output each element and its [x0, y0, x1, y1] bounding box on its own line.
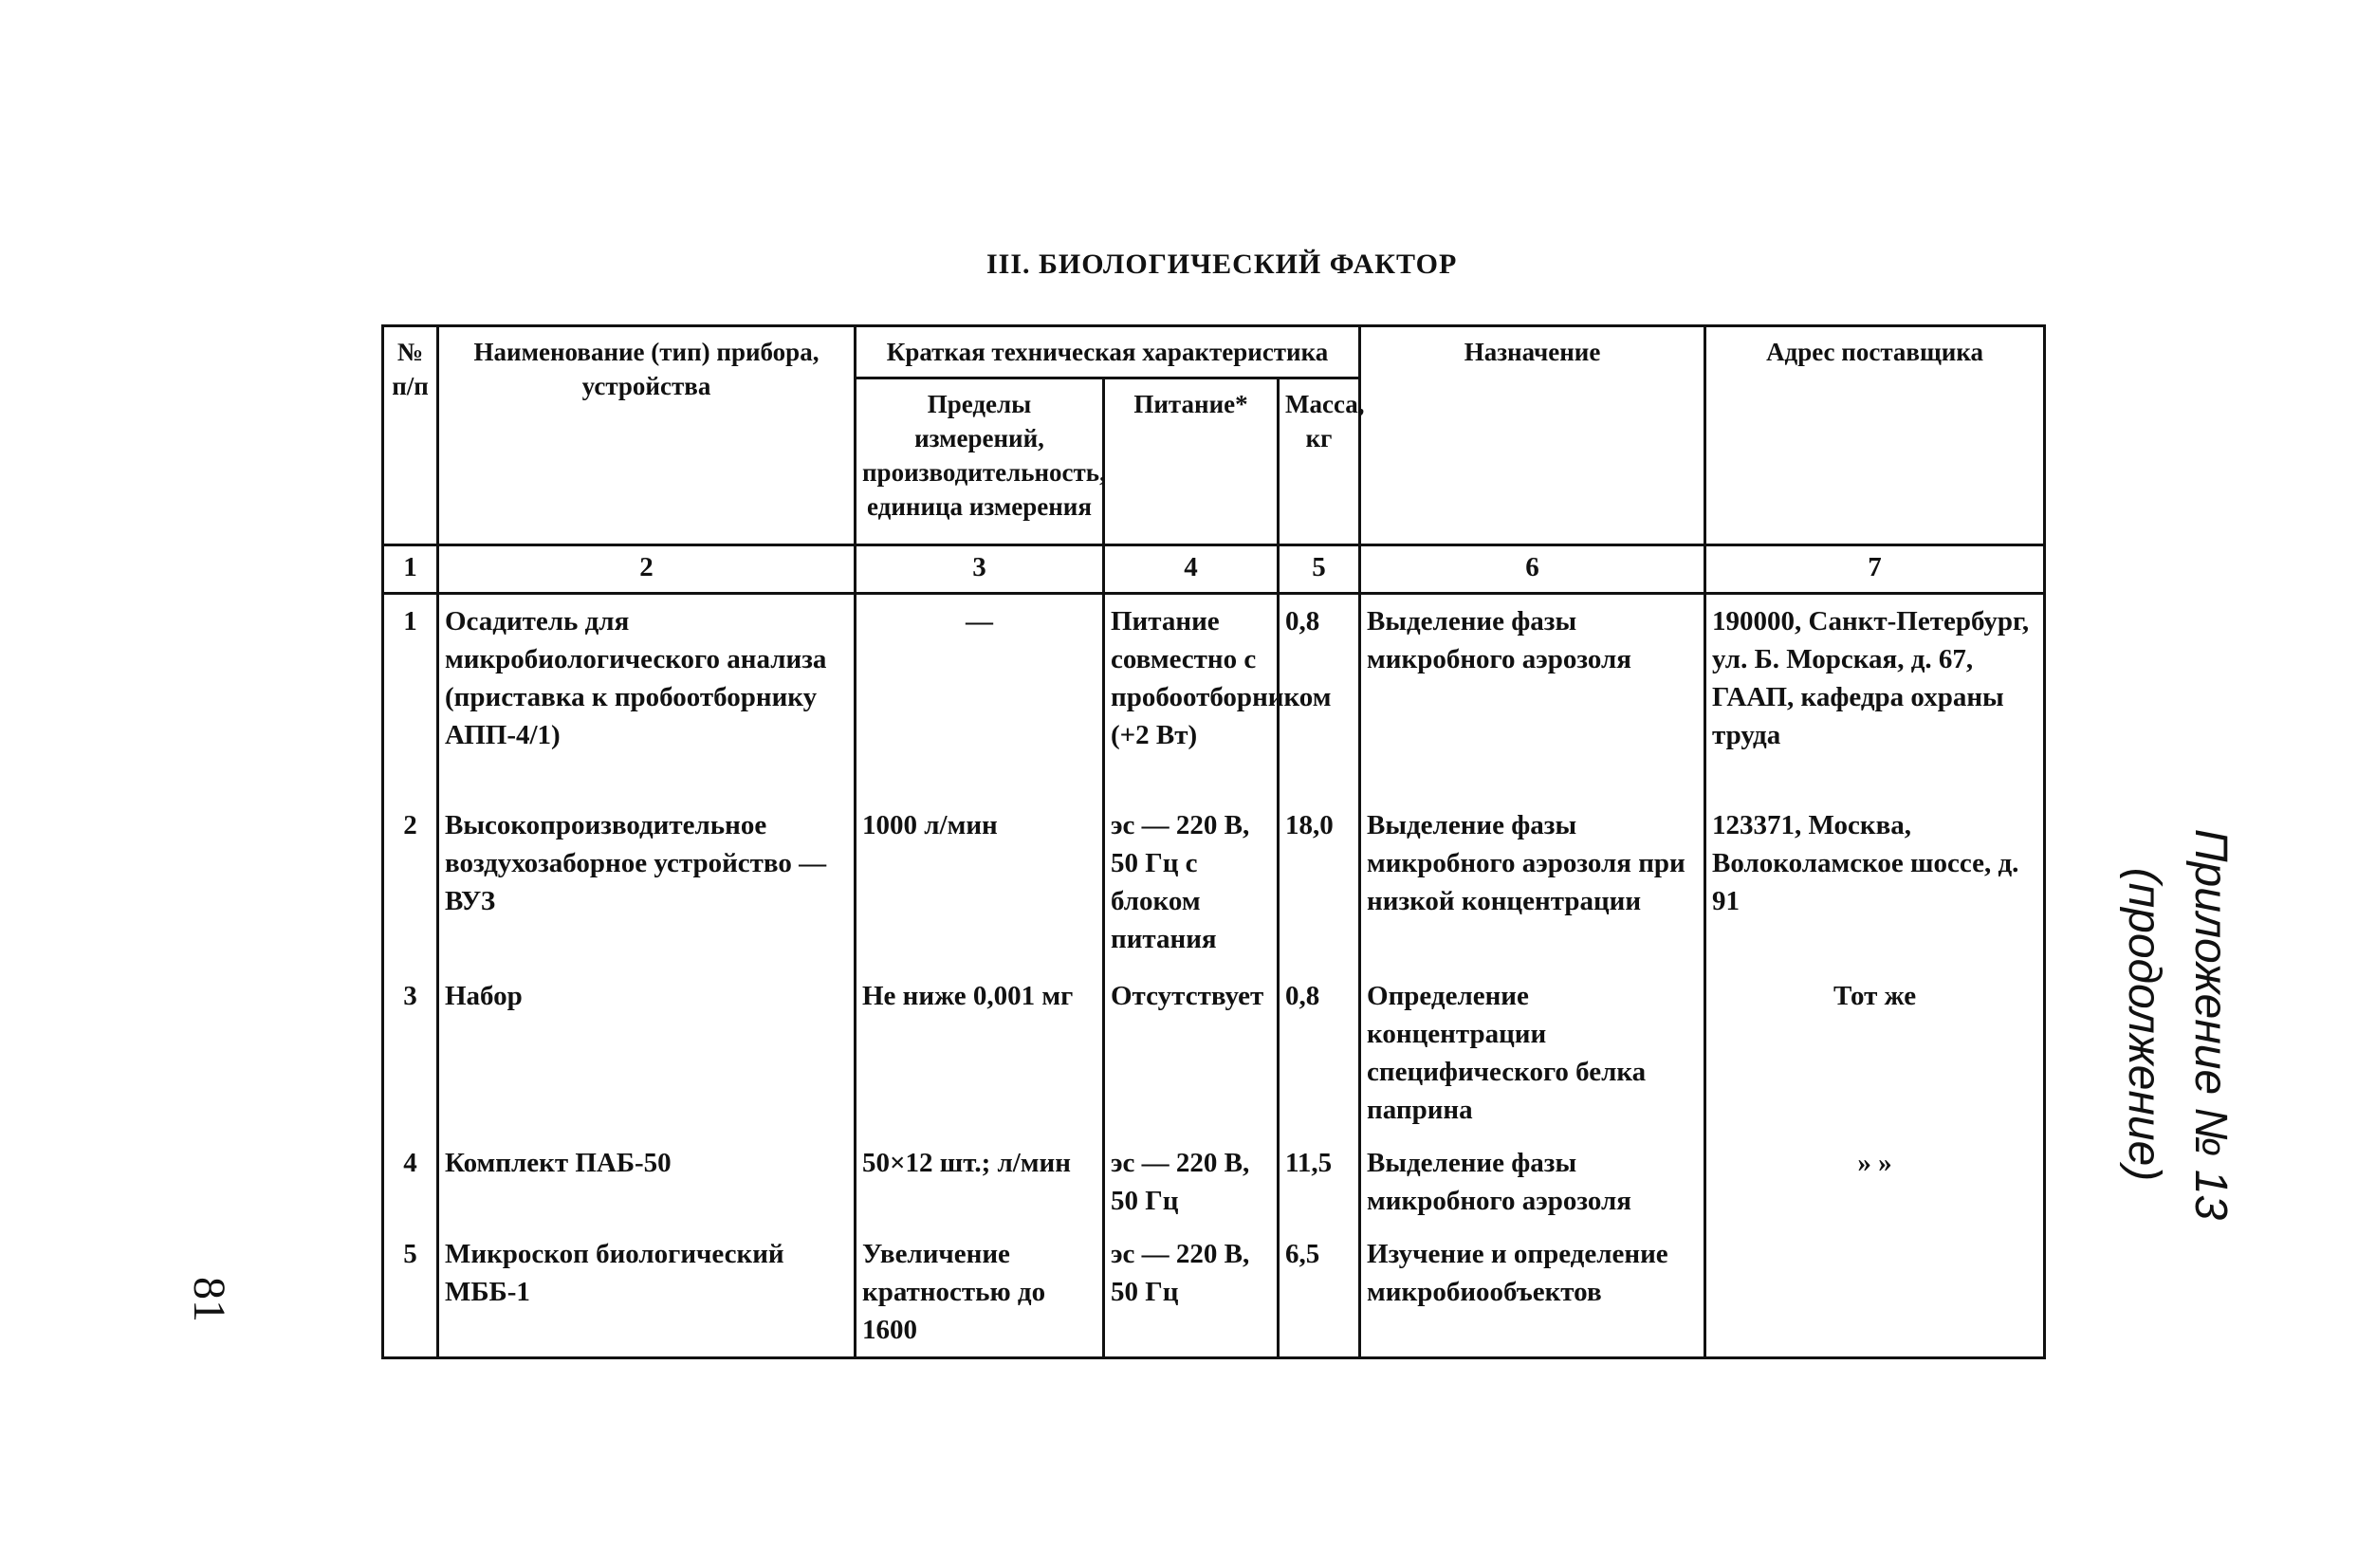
row-address: Тот же — [1705, 969, 2045, 1136]
section-title: III. БИОЛОГИЧЕСКИЙ ФАКТОР — [986, 249, 1458, 280]
row-name: Набор — [438, 969, 856, 1136]
row-limits: Не ниже 0,001 мг — [856, 969, 1104, 1136]
col-number: 2 — [438, 545, 856, 594]
row-purpose: Выделение фазы микробного аэрозоля — [1360, 594, 1705, 799]
row-power: Отсутствует — [1104, 969, 1279, 1136]
row-address: 123371, Москва, Волоколамское шоссе, д. 91 — [1705, 799, 2045, 969]
row-num: 2 — [383, 799, 438, 969]
row-mass: 11,5 — [1279, 1136, 1360, 1227]
page-number: 81 — [184, 1277, 234, 1322]
header-purpose: Назначение — [1360, 326, 1705, 545]
row-name: Комплект ПАБ-50 — [438, 1136, 856, 1227]
row-power: эс — 220 В, 50 Гц — [1104, 1136, 1279, 1227]
table-row — [383, 1227, 2045, 1358]
table-row — [383, 594, 2045, 799]
row-address: 190000, Санкт-Петербург, ул. Б. Морская, д. 67, ГААП, кафедра охраны труда — [1705, 594, 2045, 799]
row-mass: 18,0 — [1279, 799, 1360, 969]
row-mass: 0,8 — [1279, 969, 1360, 1136]
row-limits: 50×12 шт.; л/мин — [856, 1136, 1104, 1227]
col-number: 1 — [383, 545, 438, 594]
row-mass: 0,8 — [1279, 594, 1360, 799]
equipment-table — [381, 324, 2046, 1359]
header-num: № п/п — [383, 326, 438, 545]
row-purpose: Выделение фазы микробного аэрозоля — [1360, 1136, 1705, 1227]
row-limits: Увеличение кратностью до 1600 — [856, 1227, 1104, 1358]
header-mass: Масса, кг — [1279, 378, 1360, 545]
row-power: эс — 220 В, 50 Гц с блоком питания — [1104, 799, 1279, 969]
table-row — [383, 799, 2045, 969]
table-row — [383, 969, 2045, 1136]
appendix-caption-title: Приложение № 13 — [2185, 828, 2236, 1221]
row-limits: 1000 л/мин — [856, 799, 1104, 969]
row-limits: — — [856, 594, 1104, 799]
row-purpose: Определение концентрации специфического белка паприна — [1360, 969, 1705, 1136]
appendix-caption-subtitle: (продолжение) — [2119, 867, 2169, 1182]
appendix-caption — [2091, 787, 2243, 1262]
row-num: 1 — [383, 594, 438, 799]
row-purpose: Изучение и определение микробиообъектов — [1360, 1227, 1705, 1358]
col-number: 3 — [856, 545, 1104, 594]
row-purpose: Выделение фазы микробного аэрозоля при низкой концентрации — [1360, 799, 1705, 969]
row-num: 3 — [383, 969, 438, 1136]
col-number: 7 — [1705, 545, 2045, 594]
header-address: Адрес поставщика — [1705, 326, 2045, 545]
row-mass: 6,5 — [1279, 1227, 1360, 1358]
header-limits: Пределы измерений, производительность, единица измерения — [856, 378, 1104, 545]
row-name: Микроскоп биологический МББ-1 — [438, 1227, 856, 1358]
col-number: 6 — [1360, 545, 1705, 594]
row-power: эс — 220 В, 50 Гц — [1104, 1227, 1279, 1358]
row-address — [1705, 1227, 2045, 1358]
header-name: Наименование (тип) прибора, устройства — [438, 326, 856, 545]
row-num: 4 — [383, 1136, 438, 1227]
row-power: Питание совместно с пробоотборником (+2 Вт) — [1104, 594, 1279, 799]
row-name: Осадитель для микробиологического анализа (приставка к пробоотборнику АПП-4/1) — [438, 594, 856, 799]
row-num: 5 — [383, 1227, 438, 1358]
table-row — [383, 1136, 2045, 1227]
header-tech: Краткая техническая характеристика — [856, 326, 1360, 378]
header-power: Питание* — [1104, 378, 1279, 545]
row-name: Высокопроизводительное воздухозаборное устройство — ВУЗ — [438, 799, 856, 969]
col-number: 4 — [1104, 545, 1279, 594]
col-number: 5 — [1279, 545, 1360, 594]
row-address: » » — [1705, 1136, 2045, 1227]
